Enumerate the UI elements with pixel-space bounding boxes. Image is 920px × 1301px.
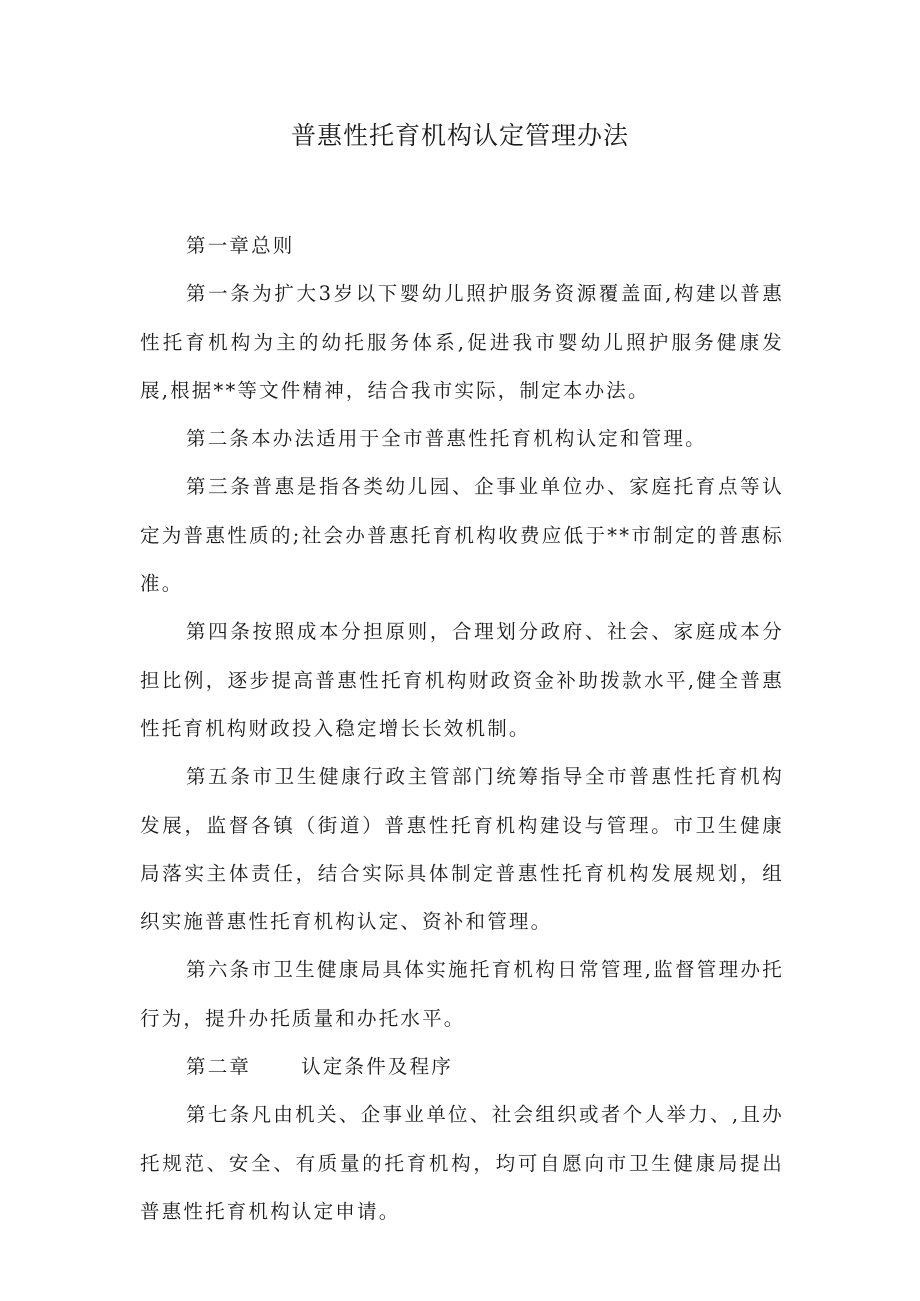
article-7: 第七条凡由机关、企事业单位、社会组织或者个人举力、,且办托规范、安全、有质量的托育机构，均可自愿向市卫生健康局提出普惠性托育机构认定申请。	[140, 1103, 784, 1223]
document-title: 普惠性托育机构认定管理办法	[290, 121, 629, 150]
article-6: 第六条市卫生健康局具体实施托育机构日常管理,监督管理办托行为，提升办托质量和办托水平。	[140, 958, 784, 1030]
article-5: 第五条市卫生健康行政主管部门统筹指导全市普惠性托育机构发展，监督各镇（街道）普惠性托育机构建设与管理。市卫生健康局落实主体责任，结合实际具体制定普惠性托育机构发展规划，组织实施普惠性托育机构认定、资补和管理。	[140, 765, 784, 934]
chapter-2-number: 第二章	[186, 1055, 252, 1079]
article-3: 第三条普惠是指各类幼儿园、企事业单位办、家庭托育点等认定为普惠性质的;社会办普惠托育机构收费应低于**市制定的普惠标准。	[140, 475, 784, 596]
article-4: 第四条按照成本分担原则，合理划分政府、社会、家庭成本分担比例，逐步提高普惠性托育机构财政资金补助拨款水平,健全普惠性托育机构财政投入稳定增长长效机制。	[140, 620, 784, 740]
article-2: 第二条本办法适用于全市普惠性托育机构认定和管理。	[186, 427, 707, 451]
chapter-2-heading	[140, 1043, 784, 1091]
chapter-1-heading: 第一章总则	[186, 234, 295, 257]
chapter-2-title: 认定条件及程序	[301, 1055, 454, 1079]
document-body	[140, 222, 784, 1236]
article-1: 第一条为扩大3岁以下婴幼儿照护服务资源覆盖面,构建以普惠性托育机构为主的幼托服务体系,促进我市婴幼儿照护服务健康发展,根据**等文件精神，结合我市实际，制定本办法。	[140, 282, 784, 402]
